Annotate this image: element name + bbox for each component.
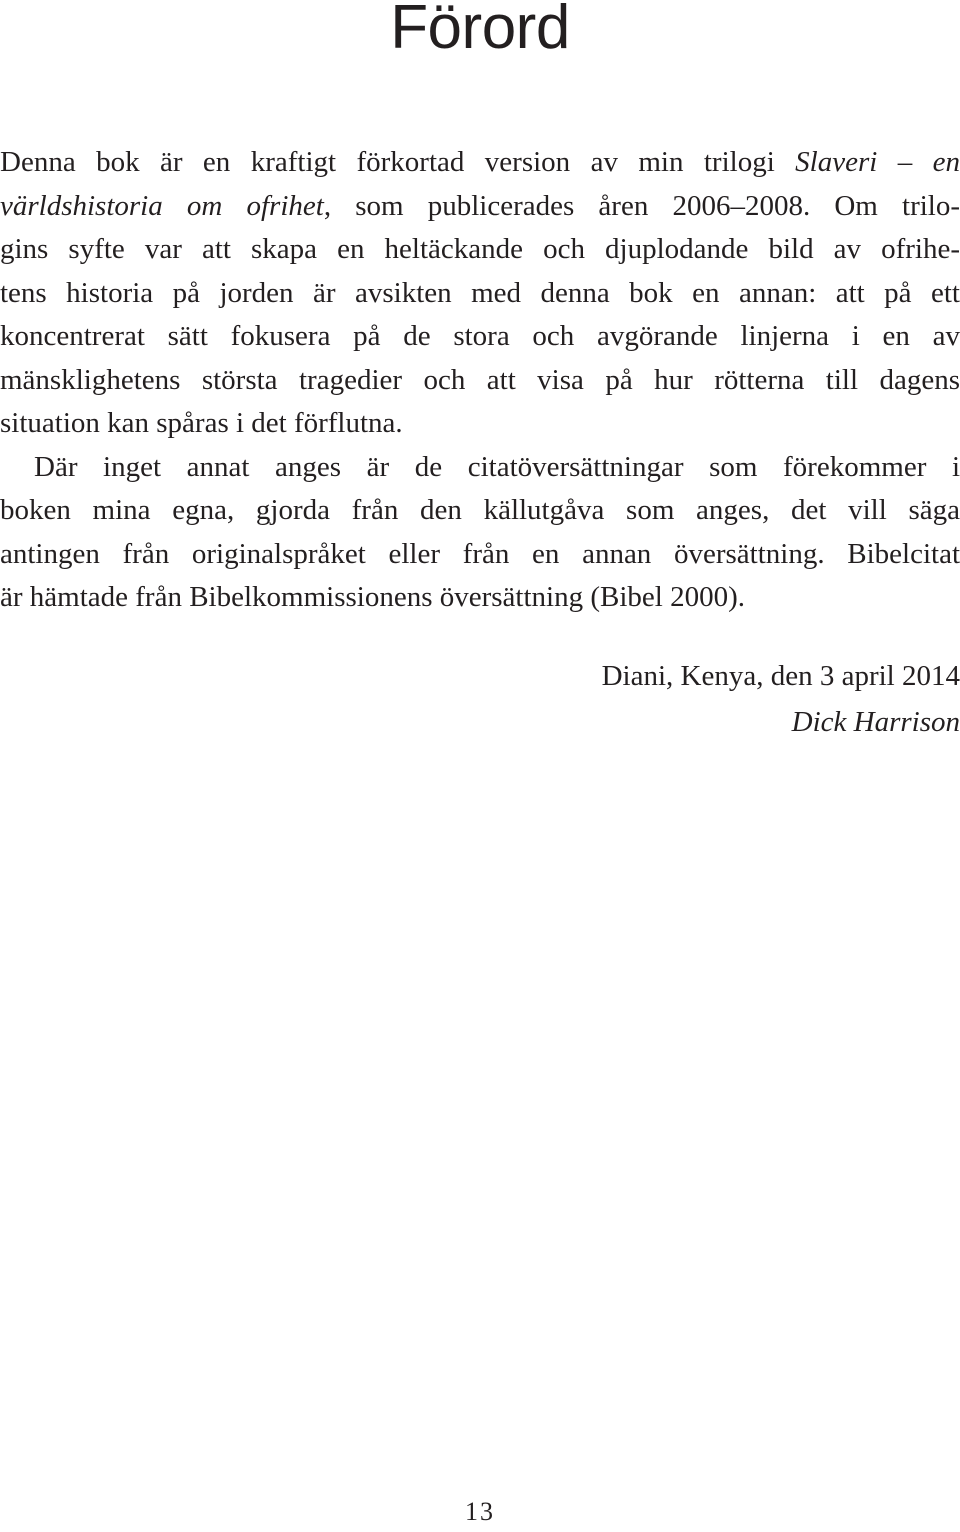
page-number: 13: [465, 1497, 495, 1526]
text-line: Denna bok är en kraftigt förkortad version av min trilogi Slaveri – en: [0, 146, 960, 178]
text-line: världshistoria om ofrihet, som publicerades åren 2006–2008. Om trilo-: [0, 189, 960, 222]
text-line: situation kan spåras i det förflutna.: [0, 407, 403, 439]
text-line: gins syfte var att skapa en heltäckande och djuplodande bild av ofrihe-: [0, 233, 960, 265]
place-and-date: Diani, Kenya, den 3 april 2014: [601, 660, 960, 692]
chapter-heading: Förord: [390, 0, 570, 62]
paragraph-2: [0, 446, 960, 620]
text-line: boken mina egna, gjorda från den källutgåva som anges, det vill säga: [0, 494, 960, 526]
signature-block: [0, 653, 960, 745]
text-line: mänsklighetens största tragedier och att visa på hur rötterna till dagens: [0, 363, 960, 396]
preface-body: [0, 141, 960, 620]
book-title-italic: världshistoria om ofrihet: [0, 189, 324, 222]
text-line: är hämtade från Bibelkommissionens översättning (Bibel 2000).: [0, 581, 745, 613]
text-line: antingen från originalspråket eller från en annan översättning. Bibelcitat: [0, 537, 960, 570]
text-line: tens historia på jorden är avsikten med denna bok en annan: att på ett: [0, 276, 960, 309]
author-name: Dick Harrison: [791, 706, 960, 738]
book-title-italic: Slaveri – en: [795, 146, 960, 178]
text-line: Där inget annat anges är de citatöversättningar som förekommer i: [34, 450, 960, 483]
paragraph-1: [0, 141, 960, 446]
text-line: koncentrerat sätt fokusera på de stora och avgörande linjerna i en av: [0, 320, 960, 352]
